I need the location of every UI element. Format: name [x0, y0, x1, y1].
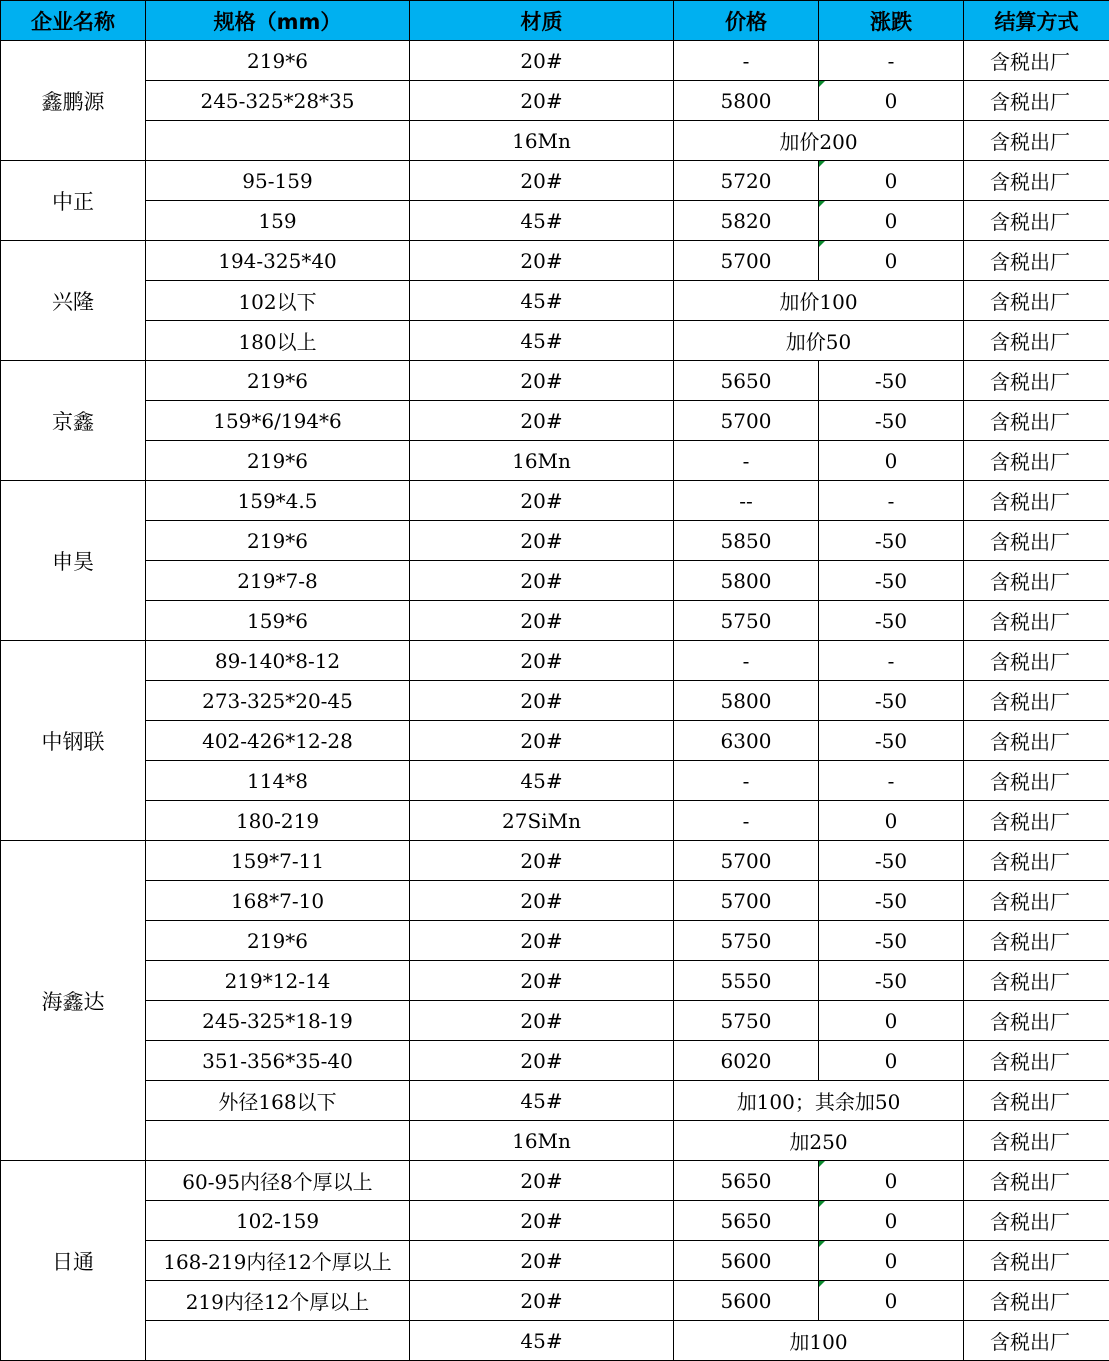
- settlement-cell: 含税出厂: [964, 441, 1109, 481]
- table-row: [1, 881, 1109, 921]
- material-cell: 20#: [410, 161, 674, 201]
- material-cell: 20#: [410, 681, 674, 721]
- change-cell: -50: [819, 361, 964, 401]
- price-cell: 5750: [674, 921, 819, 961]
- company-name-cell: 中钢联: [1, 641, 146, 841]
- settlement-cell: 含税出厂: [964, 41, 1109, 81]
- spec-cell: 159: [146, 201, 410, 241]
- table-row: [1, 1121, 1109, 1161]
- table-row: [1, 201, 1109, 241]
- price-cell: 5700: [674, 401, 819, 441]
- price-cell: -: [674, 801, 819, 841]
- change-cell: -50: [819, 881, 964, 921]
- spec-cell: 60-95内径8个厚以上: [146, 1161, 410, 1201]
- price-note-cell: 加250: [674, 1121, 964, 1161]
- spec-cell: 102-159: [146, 1201, 410, 1241]
- table-row: [1, 41, 1109, 81]
- material-cell: 20#: [410, 241, 674, 281]
- settlement-cell: 含税出厂: [964, 921, 1109, 961]
- change-cell: -50: [819, 681, 964, 721]
- price-cell: 5800: [674, 681, 819, 721]
- table-row: [1, 841, 1109, 881]
- spec-cell: 159*6/194*6: [146, 401, 410, 441]
- company-name-cell: 日通: [1, 1161, 146, 1361]
- material-cell: 20#: [410, 521, 674, 561]
- price-cell: 5800: [674, 561, 819, 601]
- material-cell: 20#: [410, 361, 674, 401]
- table-row: [1, 161, 1109, 201]
- settlement-cell: 含税出厂: [964, 721, 1109, 761]
- settlement-cell: 含税出厂: [964, 1201, 1109, 1241]
- settlement-cell: 含税出厂: [964, 241, 1109, 281]
- settlement-cell: 含税出厂: [964, 521, 1109, 561]
- change-cell: -50: [819, 961, 964, 1001]
- price-cell: 5650: [674, 361, 819, 401]
- settlement-cell: 含税出厂: [964, 1241, 1109, 1281]
- company-name-cell: 京鑫: [1, 361, 146, 481]
- spec-cell: 159*7-11: [146, 841, 410, 881]
- material-cell: 20#: [410, 961, 674, 1001]
- table-row: [1, 81, 1109, 121]
- material-cell: 45#: [410, 321, 674, 361]
- table-row: [1, 721, 1109, 761]
- change-cell: 0: [819, 81, 964, 121]
- table-row: [1, 1281, 1109, 1321]
- settlement-cell: 含税出厂: [964, 281, 1109, 321]
- price-cell: 6020: [674, 1041, 819, 1081]
- material-cell: 20#: [410, 641, 674, 681]
- settlement-cell: 含税出厂: [964, 161, 1109, 201]
- material-cell: 20#: [410, 881, 674, 921]
- company-name-cell: 海鑫达: [1, 841, 146, 1161]
- header-row: [1, 1, 1109, 41]
- table-row: [1, 1161, 1109, 1201]
- header-change: 涨跌: [819, 1, 964, 41]
- change-cell: 0: [819, 1201, 964, 1241]
- spec-cell: 402-426*12-28: [146, 721, 410, 761]
- settlement-cell: 含税出厂: [964, 801, 1109, 841]
- material-cell: 20#: [410, 561, 674, 601]
- price-cell: -: [674, 761, 819, 801]
- table-row: [1, 1081, 1109, 1121]
- spec-cell: [146, 1321, 410, 1361]
- change-cell: 0: [819, 1161, 964, 1201]
- material-cell: 20#: [410, 41, 674, 81]
- change-cell: 0: [819, 161, 964, 201]
- change-cell: -50: [819, 841, 964, 881]
- table-row: [1, 1241, 1109, 1281]
- table-row: [1, 241, 1109, 281]
- spec-cell: 89-140*8-12: [146, 641, 410, 681]
- material-cell: 20#: [410, 81, 674, 121]
- table-body: [1, 41, 1109, 1361]
- settlement-cell: 含税出厂: [964, 1041, 1109, 1081]
- price-cell: 5600: [674, 1281, 819, 1321]
- settlement-cell: 含税出厂: [964, 1281, 1109, 1321]
- spec-cell: 245-325*18-19: [146, 1001, 410, 1041]
- material-cell: 20#: [410, 401, 674, 441]
- settlement-cell: 含税出厂: [964, 81, 1109, 121]
- material-cell: 20#: [410, 1041, 674, 1081]
- change-cell: -50: [819, 521, 964, 561]
- price-cell: 5550: [674, 961, 819, 1001]
- table-row: [1, 401, 1109, 441]
- settlement-cell: 含税出厂: [964, 121, 1109, 161]
- table-row: [1, 521, 1109, 561]
- settlement-cell: 含税出厂: [964, 841, 1109, 881]
- change-cell: -50: [819, 601, 964, 641]
- header-spec: 规格（mm）: [146, 1, 410, 41]
- change-cell: -: [819, 641, 964, 681]
- material-cell: 45#: [410, 281, 674, 321]
- price-note-cell: 加价100: [674, 281, 964, 321]
- spec-cell: 95-159: [146, 161, 410, 201]
- material-cell: 20#: [410, 1161, 674, 1201]
- table-row: [1, 1001, 1109, 1041]
- material-cell: 20#: [410, 1281, 674, 1321]
- material-cell: 16Mn: [410, 441, 674, 481]
- change-cell: 0: [819, 1281, 964, 1321]
- table-row: [1, 641, 1109, 681]
- material-cell: 27SiMn: [410, 801, 674, 841]
- price-cell: 5850: [674, 521, 819, 561]
- spec-cell: 219*6: [146, 521, 410, 561]
- spec-cell: 219*12-14: [146, 961, 410, 1001]
- price-cell: 5800: [674, 81, 819, 121]
- settlement-cell: 含税出厂: [964, 881, 1109, 921]
- price-cell: 5700: [674, 841, 819, 881]
- change-cell: -50: [819, 921, 964, 961]
- table-row: [1, 961, 1109, 1001]
- change-cell: -50: [819, 721, 964, 761]
- spec-cell: 219内径12个厚以上: [146, 1281, 410, 1321]
- table-row: [1, 321, 1109, 361]
- spec-cell: 219*6: [146, 441, 410, 481]
- settlement-cell: 含税出厂: [964, 641, 1109, 681]
- company-name-cell: 兴隆: [1, 241, 146, 361]
- table-row: [1, 801, 1109, 841]
- settlement-cell: 含税出厂: [964, 561, 1109, 601]
- material-cell: 20#: [410, 481, 674, 521]
- price-cell: 5720: [674, 161, 819, 201]
- material-cell: 20#: [410, 1201, 674, 1241]
- table-row: [1, 481, 1109, 521]
- header-material: 材质: [410, 1, 674, 41]
- company-name-cell: 鑫鹏源: [1, 41, 146, 161]
- material-cell: 16Mn: [410, 121, 674, 161]
- settlement-cell: 含税出厂: [964, 601, 1109, 641]
- table-row: [1, 921, 1109, 961]
- material-cell: 20#: [410, 921, 674, 961]
- price-cell: -: [674, 41, 819, 81]
- material-cell: 45#: [410, 201, 674, 241]
- table-row: [1, 281, 1109, 321]
- material-cell: 20#: [410, 1241, 674, 1281]
- settlement-cell: 含税出厂: [964, 481, 1109, 521]
- spec-cell: 219*6: [146, 921, 410, 961]
- spec-cell: 114*8: [146, 761, 410, 801]
- table-row: [1, 361, 1109, 401]
- material-cell: 20#: [410, 721, 674, 761]
- settlement-cell: 含税出厂: [964, 1321, 1109, 1361]
- material-cell: 45#: [410, 761, 674, 801]
- table-row: [1, 1321, 1109, 1361]
- table-row: [1, 761, 1109, 801]
- spec-cell: 外径168以下: [146, 1081, 410, 1121]
- spec-cell: 168-219内径12个厚以上: [146, 1241, 410, 1281]
- table-row: [1, 1041, 1109, 1081]
- header-price: 价格: [674, 1, 819, 41]
- spec-cell: 273-325*20-45: [146, 681, 410, 721]
- settlement-cell: 含税出厂: [964, 201, 1109, 241]
- change-cell: -50: [819, 401, 964, 441]
- settlement-cell: 含税出厂: [964, 401, 1109, 441]
- price-cell: -: [674, 641, 819, 681]
- settlement-cell: 含税出厂: [964, 1001, 1109, 1041]
- settlement-cell: 含税出厂: [964, 321, 1109, 361]
- price-note-cell: 加100；其余加50: [674, 1081, 964, 1121]
- table-row: [1, 441, 1109, 481]
- price-cell: 5650: [674, 1161, 819, 1201]
- change-cell: 0: [819, 1241, 964, 1281]
- table-row: [1, 121, 1109, 161]
- price-cell: 5700: [674, 881, 819, 921]
- change-cell: 0: [819, 1001, 964, 1041]
- settlement-cell: 含税出厂: [964, 1121, 1109, 1161]
- spec-cell: 159*4.5: [146, 481, 410, 521]
- material-cell: 45#: [410, 1081, 674, 1121]
- spec-cell: 159*6: [146, 601, 410, 641]
- change-cell: -: [819, 761, 964, 801]
- change-cell: -: [819, 481, 964, 521]
- settlement-cell: 含税出厂: [964, 361, 1109, 401]
- price-cell: 5700: [674, 241, 819, 281]
- price-cell: --: [674, 481, 819, 521]
- spec-cell: 168*7-10: [146, 881, 410, 921]
- material-cell: 45#: [410, 1321, 674, 1361]
- spec-cell: 180以上: [146, 321, 410, 361]
- spec-cell: 219*6: [146, 41, 410, 81]
- settlement-cell: 含税出厂: [964, 961, 1109, 1001]
- price-note-cell: 加100: [674, 1321, 964, 1361]
- change-cell: 0: [819, 1041, 964, 1081]
- company-name-cell: 中正: [1, 161, 146, 241]
- spec-cell: [146, 121, 410, 161]
- spec-cell: 351-356*35-40: [146, 1041, 410, 1081]
- change-cell: -50: [819, 561, 964, 601]
- change-cell: 0: [819, 241, 964, 281]
- price-cell: 5750: [674, 1001, 819, 1041]
- material-cell: 20#: [410, 601, 674, 641]
- spec-cell: 245-325*28*35: [146, 81, 410, 121]
- spec-cell: [146, 1121, 410, 1161]
- price-cell: 5650: [674, 1201, 819, 1241]
- price-cell: 5600: [674, 1241, 819, 1281]
- table-row: [1, 561, 1109, 601]
- company-name-cell: 申昊: [1, 481, 146, 641]
- price-note-cell: 加价50: [674, 321, 964, 361]
- settlement-cell: 含税出厂: [964, 761, 1109, 801]
- change-cell: 0: [819, 441, 964, 481]
- spec-cell: 102以下: [146, 281, 410, 321]
- table-row: [1, 1201, 1109, 1241]
- settlement-cell: 含税出厂: [964, 1081, 1109, 1121]
- change-cell: -: [819, 41, 964, 81]
- price-cell: 5750: [674, 601, 819, 641]
- change-cell: 0: [819, 201, 964, 241]
- settlement-cell: 含税出厂: [964, 681, 1109, 721]
- settlement-cell: 含税出厂: [964, 1161, 1109, 1201]
- header-company: 企业名称: [1, 1, 146, 41]
- table-row: [1, 601, 1109, 641]
- change-cell: 0: [819, 801, 964, 841]
- price-note-cell: 加价200: [674, 121, 964, 161]
- spec-cell: 219*7-8: [146, 561, 410, 601]
- material-cell: 20#: [410, 1001, 674, 1041]
- price-cell: -: [674, 441, 819, 481]
- material-cell: 20#: [410, 841, 674, 881]
- price-cell: 6300: [674, 721, 819, 761]
- spec-cell: 194-325*40: [146, 241, 410, 281]
- spec-cell: 180-219: [146, 801, 410, 841]
- header-settlement: 结算方式: [964, 1, 1109, 41]
- material-cell: 16Mn: [410, 1121, 674, 1161]
- table-row: [1, 681, 1109, 721]
- spec-cell: 219*6: [146, 361, 410, 401]
- price-cell: 5820: [674, 201, 819, 241]
